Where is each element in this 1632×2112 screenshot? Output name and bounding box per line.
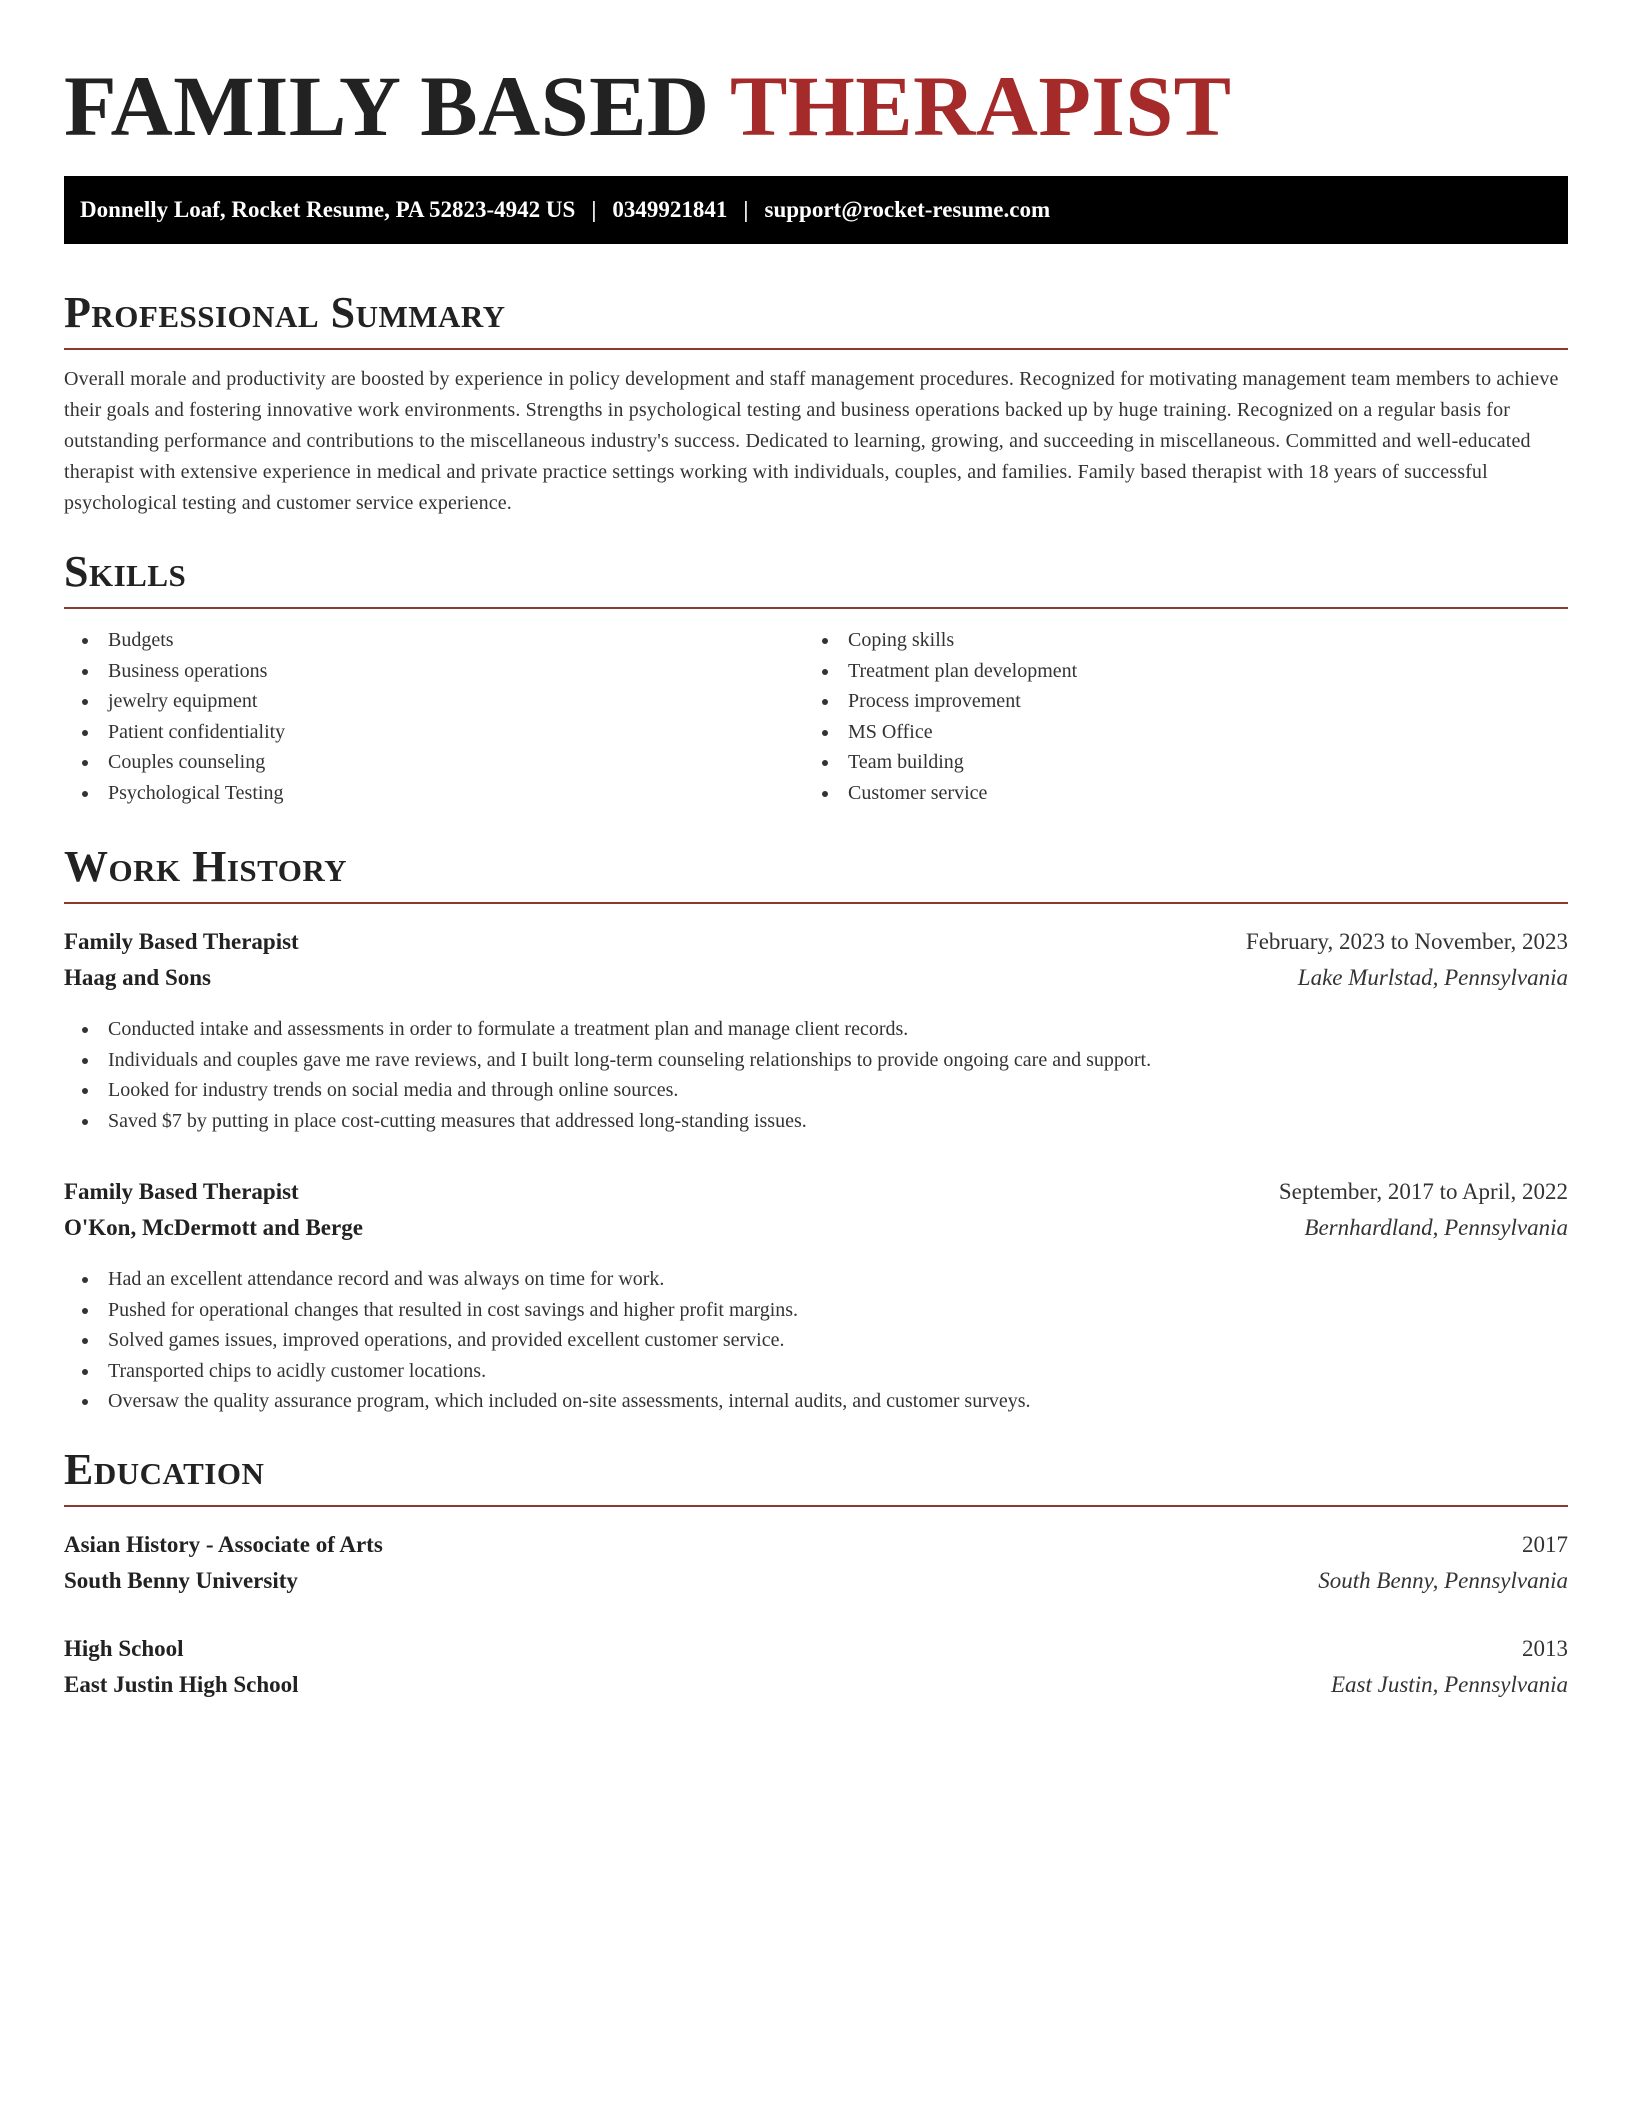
job-entry	[64, 1174, 1568, 1417]
job-dates: February, 2023 to November, 2023	[1245, 929, 1568, 954]
education-entry	[64, 1527, 1568, 1599]
job-company-row	[64, 1210, 1568, 1246]
skill-item: Process improvement	[804, 686, 1544, 717]
title-part-accent: THERAPIST	[730, 58, 1232, 154]
job-title: Family Based Therapist	[64, 929, 299, 954]
education-year: 2013	[1522, 1635, 1568, 1661]
title-part-dark: FAMILY BASED	[64, 58, 710, 154]
job-company-row	[64, 960, 1568, 996]
skill-item: jewelry equipment	[64, 686, 804, 717]
education-degree: High School	[64, 1635, 184, 1661]
contact-address: Donnelly Loaf, Rocket Resume, PA 52823-4942 US	[80, 197, 576, 222]
skill-item: Business operations	[64, 656, 804, 687]
education-entry	[64, 1631, 1568, 1703]
summary-text: Overall morale and productivity are boosted by experience in policy development and staff management procedures. Recognized for motivating management team members to achieve their goals and fostering innovative work environments. Strengths in psychological testing and business operations backed up by huge training. Recognized on a regular basis for outstanding performance and contributions to the miscellaneous industry's success. Dedicated to learning, growing, and succeeding in miscellaneous. Committed and well-educated therapist with extensive experience in medical and private practice settings working with individuals, couples, and families. Family based therapist with 18 years of successful psychological testing and customer service experience.	[64, 368, 1559, 514]
job-bullets	[64, 1264, 1568, 1417]
job-location: Bernhardland, Pennsylvania	[1304, 1215, 1568, 1240]
contact-separator: |	[743, 197, 749, 222]
skill-item: Team building	[804, 747, 1544, 778]
education-school: East Justin High School	[64, 1671, 299, 1697]
work-history-heading: Work History	[64, 842, 348, 891]
education-year: 2017	[1522, 1531, 1568, 1557]
contact-email: support@rocket-resume.com	[764, 197, 1051, 222]
job-bullet: Looked for industry trends on social media and through online sources.	[64, 1075, 1568, 1106]
skill-item: Coping skills	[804, 625, 1544, 656]
contact-phone: 0349921841	[612, 197, 728, 222]
education-school-row	[64, 1667, 1568, 1703]
job-dates: September, 2017 to April, 2022	[1278, 1179, 1568, 1204]
job-header-row	[64, 1174, 1568, 1210]
skill-item: Patient confidentiality	[64, 717, 804, 748]
job-bullet: Had an excellent attendance record and was always on time for work.	[64, 1264, 1568, 1295]
section-divider	[64, 902, 1568, 904]
contact-separator: |	[591, 197, 597, 222]
job-bullet: Conducted intake and assessments in order to formulate a treatment plan and manage client records.	[64, 1014, 1568, 1045]
education-school-row	[64, 1563, 1568, 1599]
education-location: South Benny, Pennsylvania	[1318, 1567, 1568, 1593]
skill-item: Budgets	[64, 625, 804, 656]
job-entry	[64, 924, 1568, 1136]
job-header-row	[64, 924, 1568, 960]
education-degree: Asian History - Associate of Arts	[64, 1531, 383, 1557]
section-divider	[64, 1505, 1568, 1507]
job-company: O'Kon, McDermott and Berge	[64, 1215, 363, 1240]
job-bullet: Saved $7 by putting in place cost-cutting measures that addressed long-standing issues.	[64, 1106, 1568, 1137]
skills-column-left	[64, 625, 804, 808]
job-bullet: Transported chips to acidly customer locations.	[64, 1356, 1568, 1387]
job-bullet: Solved games issues, improved operations, and provided excellent customer service.	[64, 1325, 1568, 1356]
section-divider	[64, 348, 1568, 350]
skill-item: Customer service	[804, 778, 1544, 809]
job-bullet: Individuals and couples gave me rave reviews, and I built long-term counseling relationships to provide ongoing care and support.	[64, 1045, 1568, 1076]
skill-item: Couples counseling	[64, 747, 804, 778]
education-degree-row	[64, 1631, 1568, 1667]
job-title: Family Based Therapist	[64, 1179, 299, 1204]
skills-column-right	[804, 625, 1544, 808]
skill-item: Psychological Testing	[64, 778, 804, 809]
job-location: Lake Murlstad, Pennsylvania	[1297, 965, 1568, 990]
education-heading: Education	[64, 1444, 265, 1494]
education-degree-row	[64, 1527, 1568, 1563]
skill-item: MS Office	[804, 717, 1544, 748]
job-bullet: Pushed for operational changes that resulted in cost savings and higher profit margins.	[64, 1295, 1568, 1326]
skill-item: Treatment plan development	[804, 656, 1544, 687]
skills-list	[64, 625, 1568, 808]
job-bullet: Oversaw the quality assurance program, which included on-site assessments, internal audits, and customer surveys.	[64, 1386, 1568, 1417]
summary-heading: Professional Summary	[64, 288, 506, 337]
education-location: East Justin, Pennsylvania	[1331, 1671, 1568, 1697]
resume-title	[64, 56, 1568, 156]
job-company: Haag and Sons	[64, 965, 212, 990]
job-bullets	[64, 1014, 1568, 1136]
section-divider	[64, 607, 1568, 609]
contact-bar	[64, 176, 1568, 244]
skills-heading: Skills	[64, 547, 187, 596]
education-school: South Benny University	[64, 1567, 298, 1593]
